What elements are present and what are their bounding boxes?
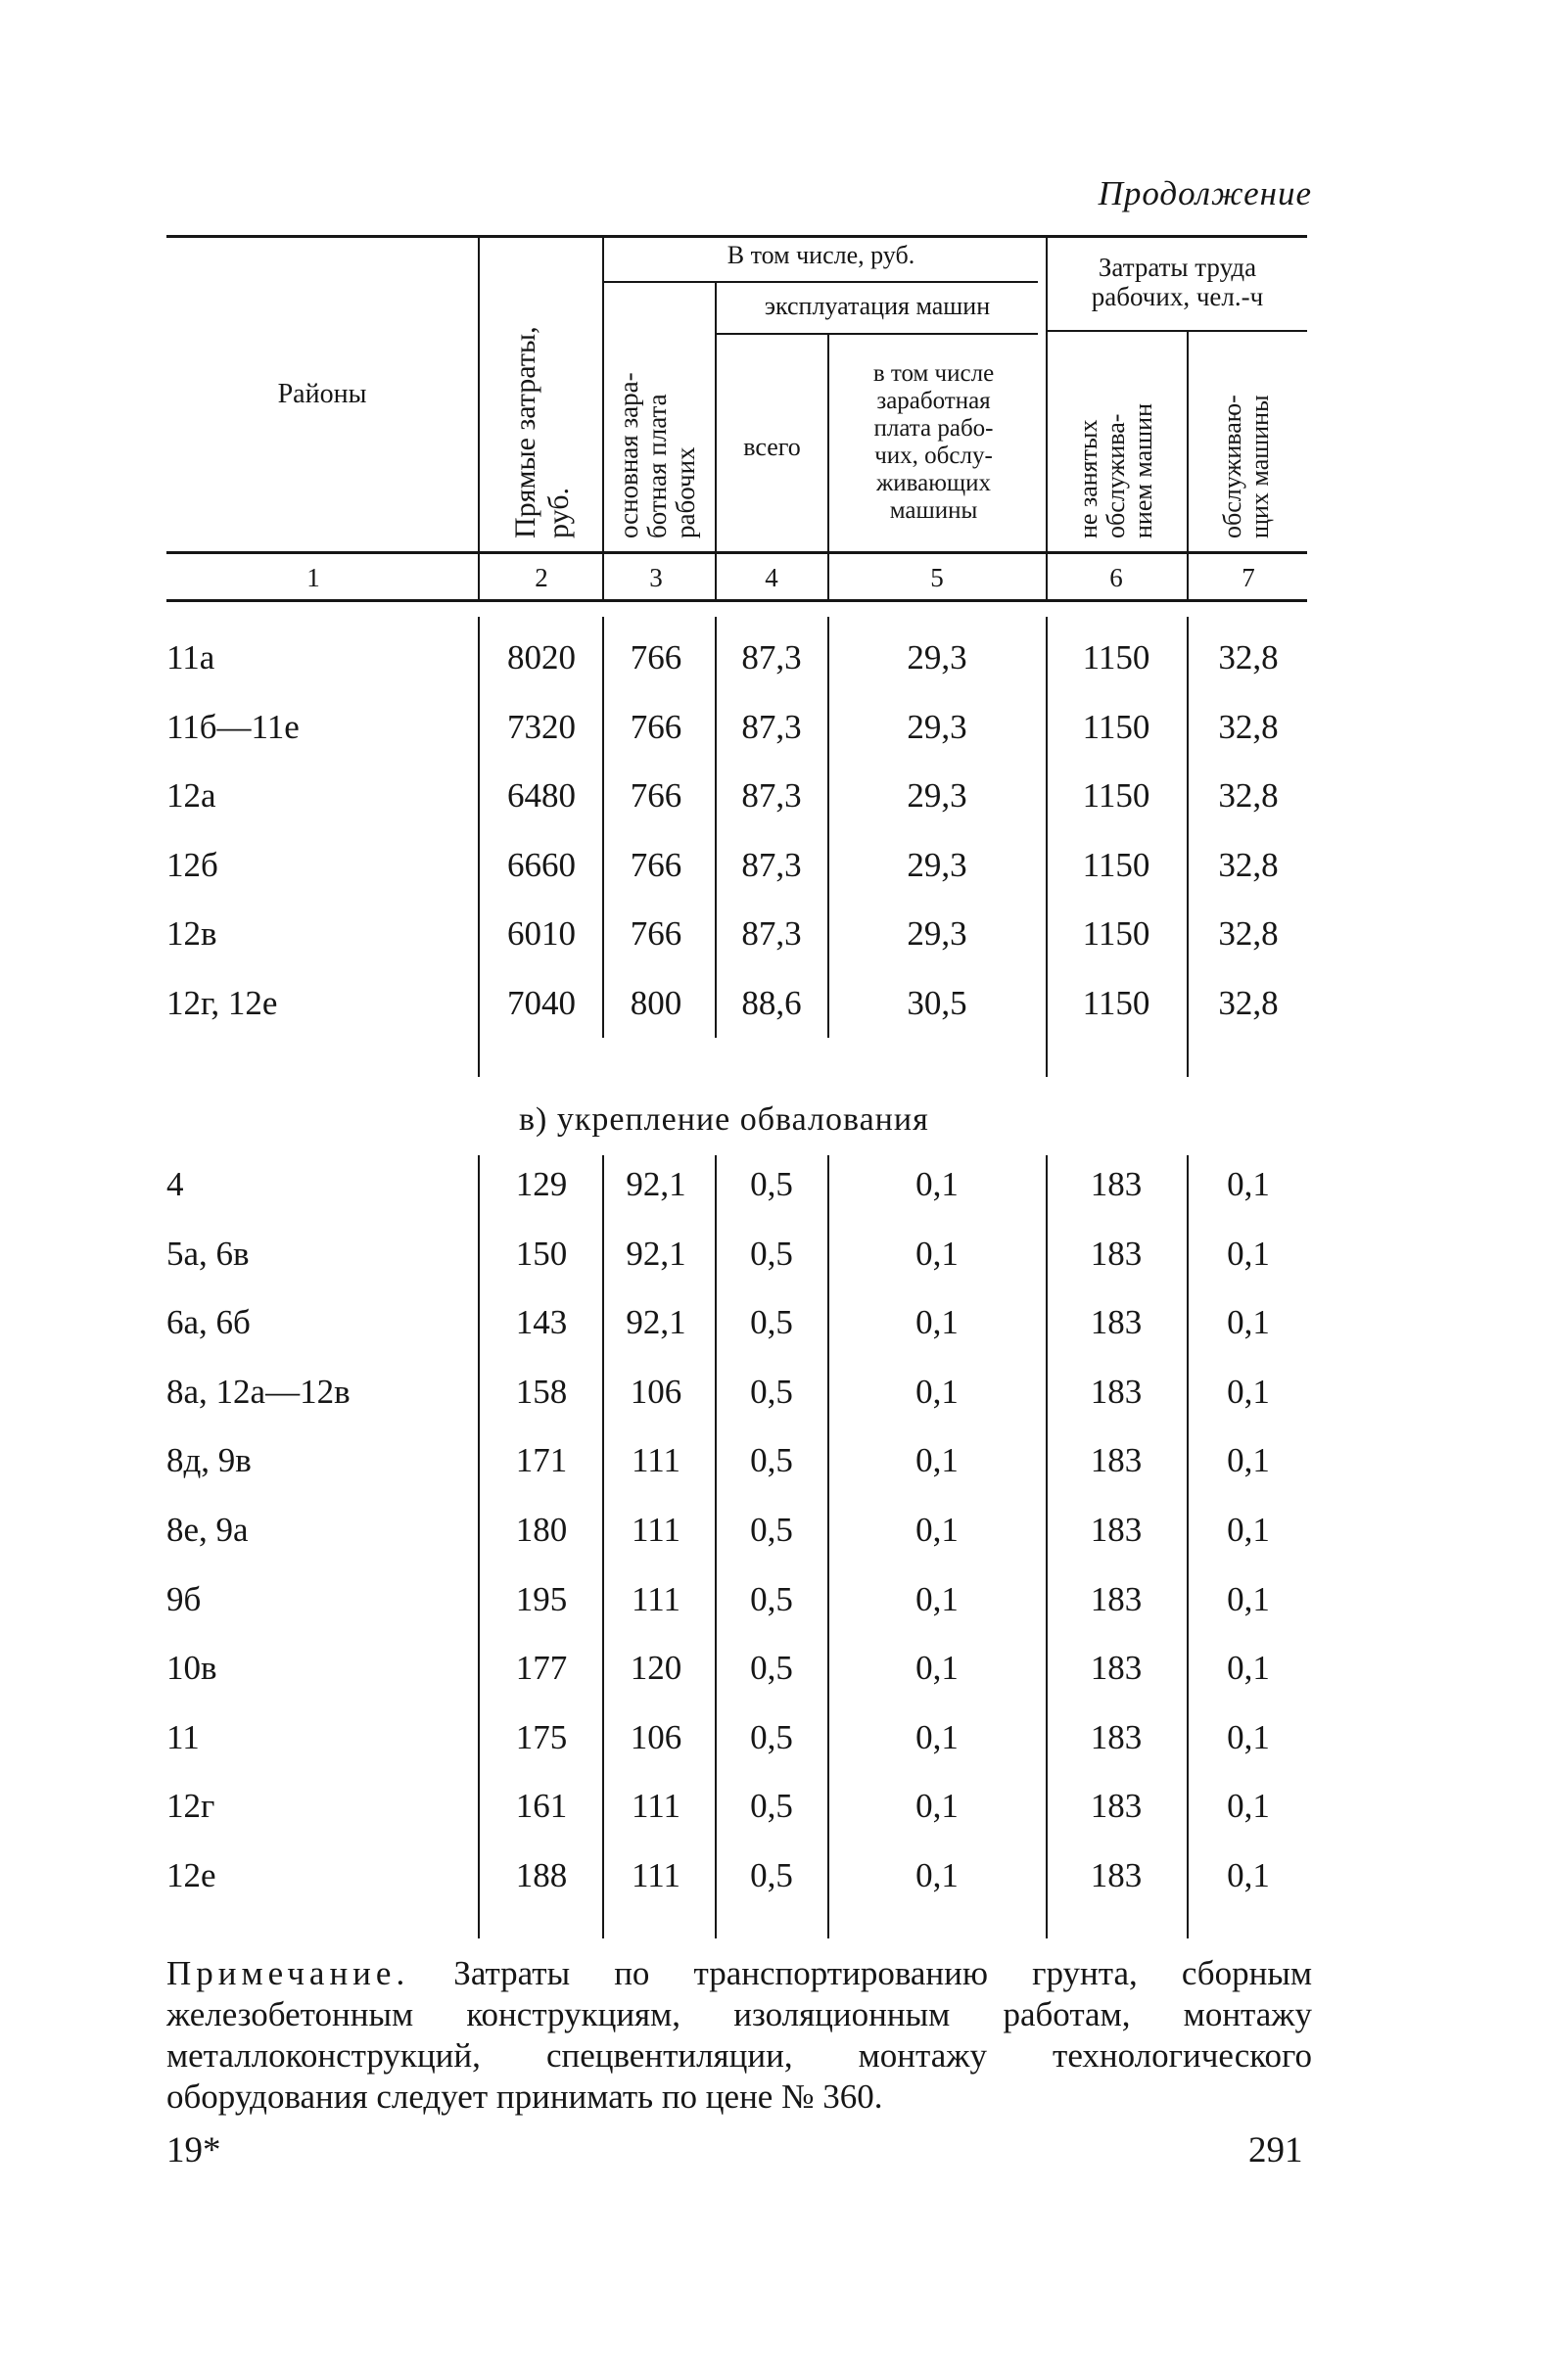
value-cell: 150 <box>515 1234 568 1273</box>
body-divider <box>827 617 829 1038</box>
value-cell: 0,1 <box>1227 1649 1270 1688</box>
section-title: в) укрепление обвалования <box>519 1101 929 1138</box>
value-cell: 6660 <box>507 845 576 884</box>
value-cell: 195 <box>515 1579 568 1618</box>
value-cell: 143 <box>515 1303 568 1342</box>
value-cell: 0,1 <box>1227 1717 1270 1756</box>
column-number: 4 <box>765 563 778 592</box>
value-cell: 29,3 <box>907 776 967 815</box>
value-cell: 7320 <box>507 707 576 746</box>
district-cell: 8е, 9а <box>166 1511 249 1549</box>
district-cell: 11б—11е <box>166 707 300 746</box>
header-machine-operation: эксплуатация машин <box>764 292 991 320</box>
value-cell: 29,3 <box>907 845 967 884</box>
district-cell: 12г <box>166 1787 215 1826</box>
district-cell: 12б <box>166 845 218 884</box>
note-lead: Примечание. <box>166 1954 410 1992</box>
value-cell: 0,1 <box>1227 1511 1270 1549</box>
value-cell: 766 <box>630 707 682 746</box>
value-cell: 766 <box>630 845 682 884</box>
header-districts: Районы <box>277 379 367 409</box>
district-cell: 8а, 12а—12в <box>166 1372 351 1411</box>
header-rule-including <box>602 281 1038 283</box>
value-cell: 87,3 <box>741 845 802 884</box>
header-labor-machines: обслуживаю- щих машины <box>1218 395 1274 538</box>
header-divider-6 <box>1187 332 1189 599</box>
value-cell: 800 <box>630 983 682 1022</box>
body-divider <box>715 617 717 1038</box>
district-cell: 4 <box>166 1165 184 1203</box>
value-cell: 0,1 <box>1227 1856 1270 1894</box>
value-cell: 88,6 <box>741 983 802 1022</box>
value-cell: 177 <box>515 1649 568 1688</box>
value-cell: 1150 <box>1082 845 1150 884</box>
value-cell: 106 <box>630 1372 682 1411</box>
column-number: 7 <box>1242 563 1255 592</box>
district-cell: 11 <box>166 1717 200 1756</box>
header-labor-not-machines: не занятых обслужива- нием машин <box>1074 403 1157 538</box>
header-rule-labor <box>1046 330 1307 332</box>
value-cell: 766 <box>630 638 682 677</box>
value-cell: 0,5 <box>750 1511 793 1549</box>
value-cell: 0,1 <box>1227 1579 1270 1618</box>
value-cell: 183 <box>1090 1165 1143 1203</box>
signature-mark: 19* <box>166 2130 221 2170</box>
value-cell: 183 <box>1090 1372 1143 1411</box>
table-top-rule <box>166 235 1307 238</box>
column-number: 1 <box>306 563 320 592</box>
value-cell: 0,5 <box>750 1649 793 1688</box>
value-cell: 6480 <box>507 776 576 815</box>
note-text: Затраты по транспортированию грунта, сборным железобетонным конструкциям, изоляционным работам, монтажу металлоконструкций, спецвентиляции, монтажу технологического оборудования следует принимать по цене № 360. <box>166 1954 1312 2116</box>
district-cell: 11а <box>166 638 215 677</box>
column-number: 3 <box>649 563 663 592</box>
district-cell: 12в <box>166 914 217 953</box>
value-cell: 29,3 <box>907 638 967 677</box>
column-number: 6 <box>1109 563 1123 592</box>
value-cell: 183 <box>1090 1511 1143 1549</box>
value-cell: 0,5 <box>750 1234 793 1273</box>
district-cell: 12а <box>166 776 216 815</box>
body-divider <box>602 617 604 1038</box>
value-cell: 0,1 <box>915 1511 959 1549</box>
value-cell: 106 <box>630 1717 682 1756</box>
value-cell: 111 <box>632 1579 680 1618</box>
header-rule-machines <box>715 333 1038 335</box>
value-cell: 1150 <box>1082 707 1150 746</box>
column-number: 5 <box>930 563 944 592</box>
value-cell: 120 <box>630 1649 682 1688</box>
value-cell: 0,1 <box>915 1856 959 1894</box>
value-cell: 158 <box>515 1372 568 1411</box>
value-cell: 183 <box>1090 1787 1143 1826</box>
value-cell: 180 <box>515 1511 568 1549</box>
value-cell: 87,3 <box>741 914 802 953</box>
value-cell: 111 <box>632 1441 680 1480</box>
value-cell: 183 <box>1090 1441 1143 1480</box>
value-cell: 0,1 <box>1227 1441 1270 1480</box>
value-cell: 0,1 <box>915 1303 959 1342</box>
value-cell: 0,1 <box>1227 1372 1270 1411</box>
district-cell: 9б <box>166 1579 202 1618</box>
value-cell: 32,8 <box>1218 638 1279 677</box>
value-cell: 183 <box>1090 1649 1143 1688</box>
value-cell: 32,8 <box>1218 845 1279 884</box>
header-direct-costs: Прямые затраты, руб. <box>509 326 575 538</box>
district-cell: 12г, 12е <box>166 983 278 1022</box>
value-cell: 32,8 <box>1218 983 1279 1022</box>
value-cell: 92,1 <box>626 1234 686 1273</box>
value-cell: 30,5 <box>907 983 967 1022</box>
value-cell: 183 <box>1090 1303 1143 1342</box>
column-number: 2 <box>535 563 548 592</box>
value-cell: 0,1 <box>1227 1303 1270 1342</box>
value-cell: 111 <box>632 1856 680 1894</box>
value-cell: 183 <box>1090 1717 1143 1756</box>
value-cell: 0,1 <box>915 1649 959 1688</box>
value-cell: 29,3 <box>907 914 967 953</box>
header-labor-costs: Затраты труда рабочих, чел.-ч <box>1091 253 1264 311</box>
value-cell: 29,3 <box>907 707 967 746</box>
district-cell: 6а, 6б <box>166 1303 251 1342</box>
value-cell: 1150 <box>1082 776 1150 815</box>
value-cell: 0,5 <box>750 1717 793 1756</box>
value-cell: 1150 <box>1082 983 1150 1022</box>
value-cell: 0,5 <box>750 1303 793 1342</box>
value-cell: 0,5 <box>750 1372 793 1411</box>
continuation-label: Продолжение <box>1098 174 1312 212</box>
value-cell: 0,1 <box>915 1579 959 1618</box>
district-cell: 10в <box>166 1649 217 1688</box>
value-cell: 1150 <box>1082 638 1150 677</box>
value-cell: 0,1 <box>915 1441 959 1480</box>
header-base-wage: основная зара- ботная плата рабочих <box>614 372 700 538</box>
value-cell: 0,5 <box>750 1579 793 1618</box>
value-cell: 0,1 <box>1227 1165 1270 1203</box>
value-cell: 183 <box>1090 1579 1143 1618</box>
value-cell: 87,3 <box>741 707 802 746</box>
value-cell: 0,1 <box>1227 1787 1270 1826</box>
value-cell: 0,5 <box>750 1441 793 1480</box>
value-cell: 0,1 <box>915 1787 959 1826</box>
value-cell: 0,1 <box>915 1165 959 1203</box>
header-divider-2 <box>602 235 604 599</box>
district-cell: 8д, 9в <box>166 1441 252 1480</box>
value-cell: 188 <box>515 1856 568 1894</box>
header-total: всего <box>743 433 801 461</box>
value-cell: 0,5 <box>750 1787 793 1826</box>
value-cell: 6010 <box>507 914 576 953</box>
value-cell: 766 <box>630 776 682 815</box>
note-paragraph <box>166 1953 1312 2118</box>
district-cell: 12е <box>166 1856 216 1894</box>
header-machine-operator-wage: в том числе заработная плата рабо- чих, обслу- живающих машины <box>872 360 995 524</box>
value-cell: 0,1 <box>915 1234 959 1273</box>
value-cell: 92,1 <box>626 1303 686 1342</box>
page-number: 291 <box>1248 2130 1303 2170</box>
value-cell: 111 <box>632 1787 680 1826</box>
value-cell: 161 <box>515 1787 568 1826</box>
value-cell: 32,8 <box>1218 914 1279 953</box>
value-cell: 32,8 <box>1218 707 1279 746</box>
header-divider-1 <box>478 235 480 599</box>
value-cell: 0,5 <box>750 1856 793 1894</box>
value-cell: 92,1 <box>626 1165 686 1203</box>
value-cell: 129 <box>515 1165 568 1203</box>
value-cell: 111 <box>632 1511 680 1549</box>
value-cell: 171 <box>515 1441 568 1480</box>
value-cell: 7040 <box>507 983 576 1022</box>
header-bottom-rule <box>166 551 1307 554</box>
value-cell: 0,1 <box>915 1372 959 1411</box>
value-cell: 32,8 <box>1218 776 1279 815</box>
value-cell: 8020 <box>507 638 576 677</box>
value-cell: 0,1 <box>915 1717 959 1756</box>
value-cell: 87,3 <box>741 776 802 815</box>
column-number-rule <box>166 599 1307 602</box>
value-cell: 0,5 <box>750 1165 793 1203</box>
value-cell: 183 <box>1090 1856 1143 1894</box>
value-cell: 0,1 <box>1227 1234 1270 1273</box>
value-cell: 183 <box>1090 1234 1143 1273</box>
value-cell: 87,3 <box>741 638 802 677</box>
district-cell: 5а, 6в <box>166 1234 250 1273</box>
value-cell: 766 <box>630 914 682 953</box>
value-cell: 1150 <box>1082 914 1150 953</box>
header-including: В том числе, руб. <box>727 241 915 269</box>
value-cell: 175 <box>515 1717 568 1756</box>
